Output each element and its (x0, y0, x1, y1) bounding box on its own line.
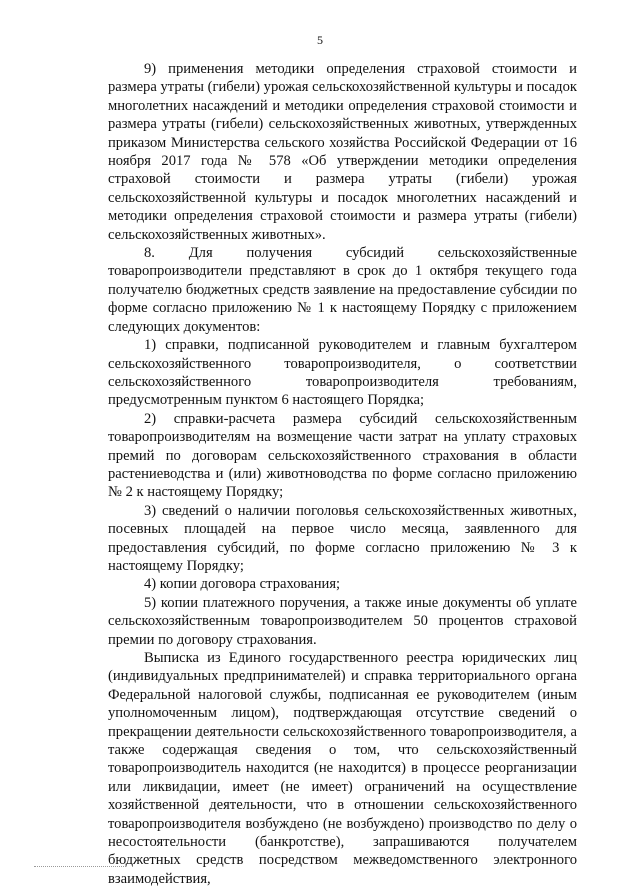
footer-divider (34, 866, 126, 867)
document-body (108, 60, 577, 888)
paragraph-subitem-3: 3) сведений о наличии поголовья сельскохозяйственных животных, посевных площадей на первое число месяца, заявленного для предоставления субсидий, по форме согласно приложению № 3 к настоящему Порядку; (108, 502, 577, 574)
paragraph-subitem-4: 4) копии договора страхования; (144, 576, 341, 593)
paragraph-subitem-1: 1) справки, подписанной руководителем и главным бухгалтером сельскохозяйственного товаропроизводителя, о соответствии сельскохозяйственного товаропроизводителя требованиям, предусмотренным пунктом 6 настоящего Порядка; (108, 337, 577, 409)
page-number: 5 (317, 33, 323, 47)
paragraph-extract: Выписка из Единого государственного реестра юридических лиц (индивидуальных предпринимателей) и справка территориального органа Федеральной налоговой службы, подписанная ее руководителем (иным уполномоченным лицом), подтверждающая отсутствие сведений о прекращении деятельности сельскохозяйственного товаропроизводителя, а также содержащая сведения о том, что сельскохозяйственный товаропроизводитель находится (не находится) в процессе реорганизации или ликвидации, имеет (не имеет) ограничений на осуществление хозяйственной деятельности, что в отношении сельскохозяйственного товаропроизводителя возбуждено (не возбуждено) производство по делу о несостоятельности (банкротстве), запрашиваются получателем бюджетных средств посредством межведомственного электронного взаимодействия, (108, 650, 577, 887)
paragraph-item-9: 9) применения методики определения страховой стоимости и размера утраты (гибели) урожая сельскохозяйственной культуры и посадок многолетних насаждений и методики определения страховой стоимости и размера утраты (гибели) сельскохозяйственных животных, утвержденных приказом Министерства сельского хозяйства Российской Федерации от 16 ноября 2017 года № 578 «Об утверждении методики определения страховой стоимости и размера утраты (гибели) урожая сельскохозяйственной культуры и посадок многолетних насаждений и методики определения страховой стоимости и размера утраты (гибели) сельскохозяйственных животных». (108, 61, 577, 243)
paragraph-section-8: 8. Для получения субсидий сельскохозяйственные товаропроизводители представляют в срок до 1 октября текущего года получателю бюджетных средств заявление на предоставление субсидии по форме согласно приложению № 1 к настоящему Порядку с приложением следующих документов: (108, 245, 577, 335)
paragraph-subitem-2: 2) справки-расчета размера субсидий сельскохозяйственным товаропроизводителям на возмещение части затрат на уплату страховых премий по договорам сельскохозяйственного страхования в области растениеводства и (или) животноводства по форме согласно приложению № 2 к настоящему Порядку; (108, 410, 577, 501)
paragraph-subitem-5: 5) копии платежного поручения, а также иные документы об уплате сельскохозяйственным товаропроизводителем 50 процентов страховой премии по договору страхования. (108, 594, 577, 648)
